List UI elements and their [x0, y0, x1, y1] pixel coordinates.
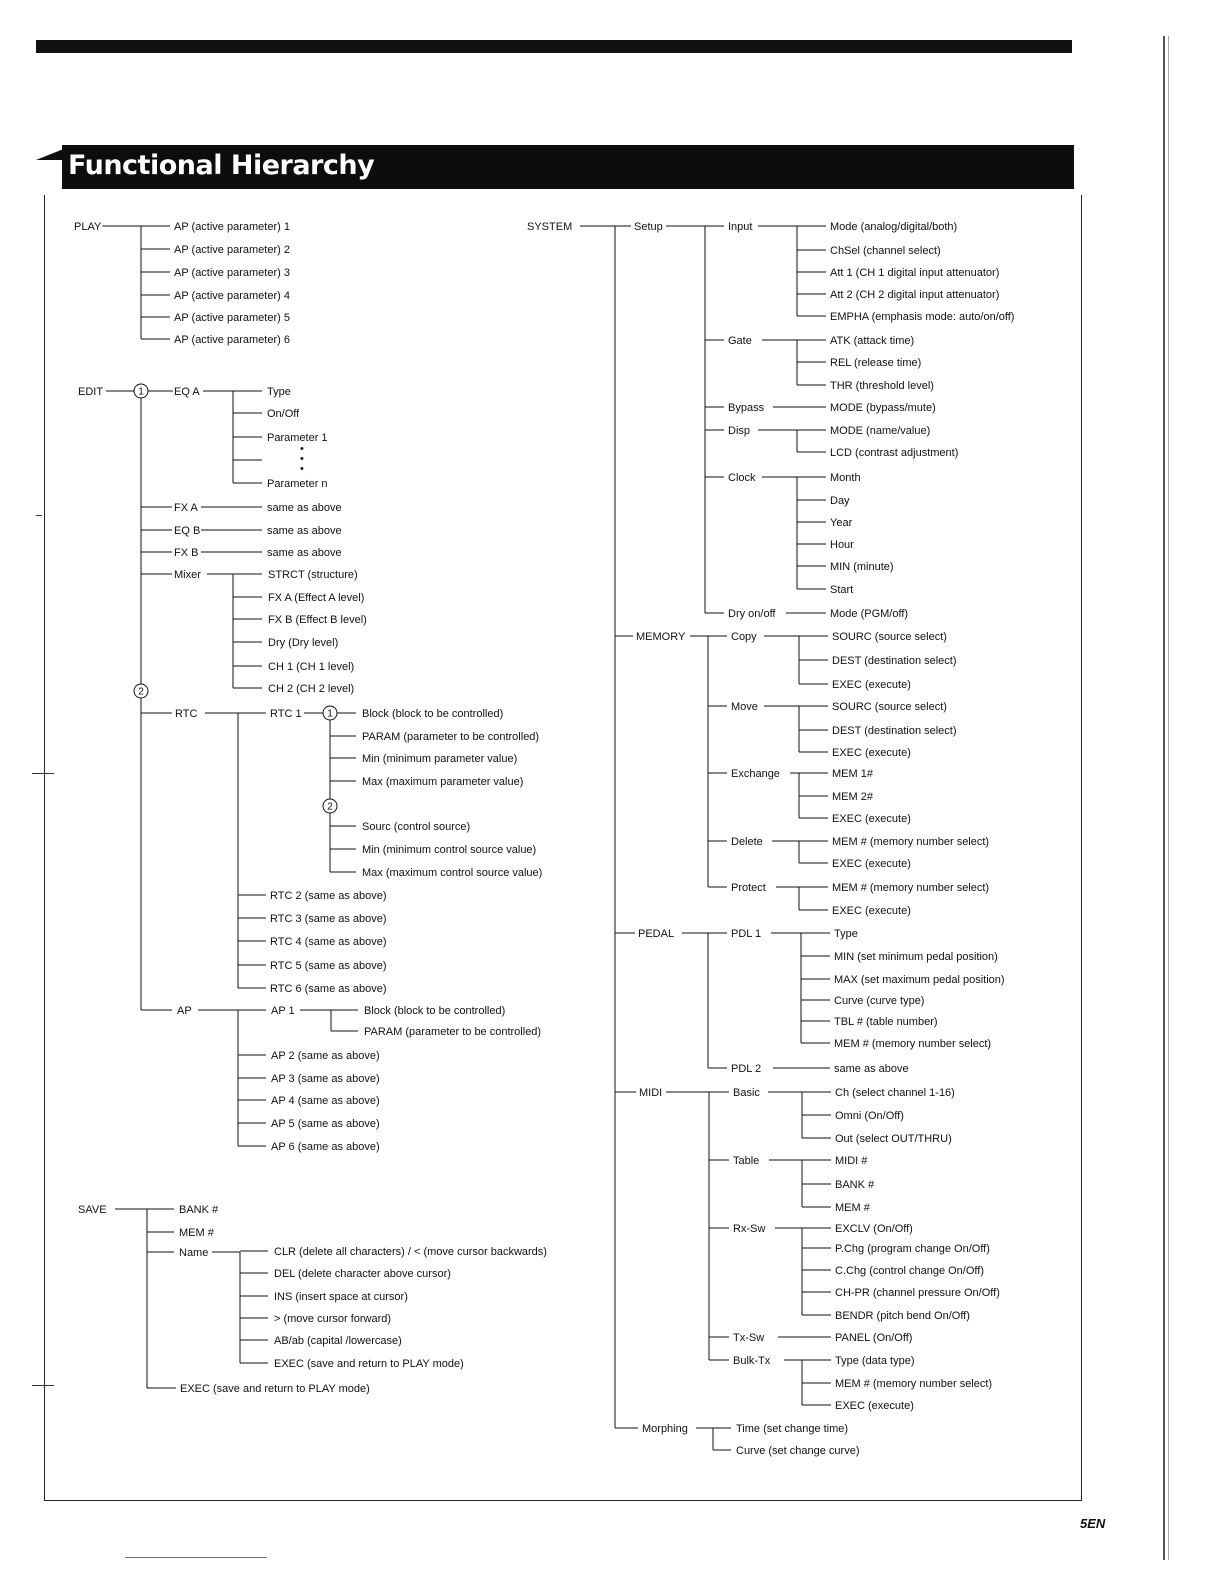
node-label: Min (minimum control source value) — [362, 844, 537, 856]
node-label: Month — [830, 472, 861, 484]
node-label: Clock — [728, 472, 756, 484]
node-label: EQ A — [174, 386, 200, 398]
node-label: Gate — [728, 335, 752, 347]
node-label: DEL (delete character above cursor) — [274, 1268, 451, 1280]
node-label: Dry on/off — [728, 608, 776, 620]
node-label: Ch (select channel 1-16) — [835, 1087, 955, 1099]
node-label: Type (data type) — [835, 1355, 915, 1367]
node-label: Name — [179, 1247, 209, 1259]
node-label: Att 2 (CH 2 digital input attenuator) — [830, 289, 1000, 301]
node-label: same as above — [267, 502, 342, 514]
node-label: MODE (name/value) — [830, 425, 931, 437]
node-label: CH 1 (CH 1 level) — [268, 661, 355, 673]
node-label: PARAM (parameter to be controlled) — [364, 1026, 542, 1038]
node-label: AP (active parameter) 3 — [174, 267, 290, 279]
bottom-link-rule — [125, 1557, 267, 1558]
node-label: AB/ab (capital /lowercase) — [274, 1335, 402, 1347]
node-label: AP 2 (same as above) — [271, 1050, 380, 1062]
node-label: Type — [267, 386, 291, 398]
node-label: RTC — [175, 708, 198, 720]
node-label: same as above — [267, 547, 342, 559]
page-number: 5EN — [1080, 1516, 1106, 1531]
node-label: EXEC (execute) — [835, 1400, 914, 1412]
node-label: EXEC (execute) — [832, 905, 911, 917]
node-label: AP 6 (same as above) — [271, 1141, 380, 1153]
node-label: AP 1 — [271, 1005, 295, 1017]
node-label: C.Chg (control change On/Off) — [835, 1265, 984, 1277]
step-number: 1 — [138, 386, 144, 398]
node-label: BANK # — [179, 1204, 219, 1216]
node-label: RTC 6 (same as above) — [270, 983, 387, 995]
node-label: SAVE — [78, 1204, 107, 1216]
node-label: RTC 4 (same as above) — [270, 936, 387, 948]
node-label: AP 5 (same as above) — [271, 1118, 380, 1130]
node-label: FX B (Effect B level) — [268, 614, 367, 626]
node-label: EXEC (execute) — [832, 747, 911, 759]
node-label: Setup — [634, 221, 663, 233]
node-label: AP (active parameter) 6 — [174, 334, 290, 346]
node-label: MEM 2# — [832, 791, 873, 803]
node-label: ChSel (channel select) — [830, 245, 941, 257]
node-label: EQ B — [174, 525, 201, 537]
step-number: 2 — [327, 801, 333, 813]
node-label: Year — [830, 517, 853, 529]
node-label: EXEC (save and return to PLAY mode) — [274, 1358, 464, 1370]
node-label: MIDI — [639, 1087, 663, 1099]
node-label: PARAM (parameter to be controlled) — [362, 731, 540, 743]
node-label: SOURC (source select) — [832, 631, 947, 643]
node-label: MODE (bypass/mute) — [830, 402, 936, 414]
node-label: Day — [830, 495, 850, 507]
node-label: EMPHA (emphasis mode: auto/on/off) — [830, 311, 1015, 323]
node-label: Bypass — [728, 402, 765, 414]
step-number: 1 — [327, 708, 333, 720]
node-label: PEDAL — [638, 928, 675, 940]
node-label: SYSTEM — [527, 221, 573, 233]
node-label: MEM # (memory number select) — [834, 1038, 992, 1050]
node-label: BANK # — [835, 1179, 875, 1191]
node-label: Disp — [728, 425, 751, 437]
node-label: MEM 1# — [832, 768, 873, 780]
node-label: MEM # (memory number select) — [835, 1378, 993, 1390]
node-label: Att 1 (CH 1 digital input attenuator) — [830, 267, 1000, 279]
node-label: Max (maximum parameter value) — [362, 776, 524, 788]
node-label: AP (active parameter) 4 — [174, 290, 290, 302]
node-label: MIDI # — [835, 1155, 868, 1167]
node-label: MIN (set minimum pedal position) — [834, 951, 998, 963]
node-label: Bulk-Tx — [733, 1355, 771, 1367]
node-label: Time (set change time) — [736, 1423, 849, 1435]
node-label: same as above — [834, 1063, 909, 1075]
node-label: AP 4 (same as above) — [271, 1095, 380, 1107]
node-label: EXCLV (On/Off) — [835, 1223, 913, 1235]
node-label: CH 2 (CH 2 level) — [268, 683, 355, 695]
node-label: BENDR (pitch bend On/Off) — [835, 1310, 970, 1322]
node-label: Out (select OUT/THRU) — [835, 1133, 952, 1145]
node-label: STRCT (structure) — [268, 569, 358, 581]
step-number: 2 — [138, 686, 144, 698]
node-label: Min (minimum parameter value) — [362, 753, 518, 765]
node-label: MEM # (memory number select) — [832, 882, 990, 894]
node-label: RTC 3 (same as above) — [270, 913, 387, 925]
node-label: PLAY — [74, 221, 102, 233]
node-label: AP (active parameter) 1 — [174, 221, 290, 233]
node-label: RTC 1 — [270, 708, 302, 720]
node-label: Delete — [731, 836, 763, 848]
node-label: MEM # (memory number select) — [832, 836, 990, 848]
node-label: Max (maximum control source value) — [362, 867, 543, 879]
node-label: Parameter 1 — [267, 432, 328, 444]
node-label: Block (block to be controlled) — [362, 708, 504, 720]
node-label: EXEC (execute) — [832, 858, 911, 870]
node-label: AP (active parameter) 2 — [174, 244, 290, 256]
node-label: Morphing — [642, 1423, 688, 1435]
node-label: Rx-Sw — [733, 1223, 766, 1235]
node-label: ATK (attack time) — [830, 335, 915, 347]
node-label: EXEC (execute) — [832, 679, 911, 691]
node-label: Exchange — [731, 768, 780, 780]
node-label: Block (block to be controlled) — [364, 1005, 506, 1017]
node-label: PDL 1 — [731, 928, 762, 940]
node-label: > (move cursor forward) — [274, 1313, 392, 1325]
node-label: EXEC (execute) — [832, 813, 911, 825]
node-label: INS (insert space at cursor) — [274, 1291, 408, 1303]
node-label: On/Off — [267, 408, 300, 420]
node-label: MIN (minute) — [830, 561, 894, 573]
node-label: Omni (On/Off) — [835, 1110, 904, 1122]
node-label: MEM # — [835, 1202, 870, 1214]
node-label: Curve (set change curve) — [736, 1445, 860, 1457]
node-label: RTC 2 (same as above) — [270, 890, 387, 902]
node-label: Mode (PGM/off) — [830, 608, 909, 620]
node-label: Tx-Sw — [733, 1332, 765, 1344]
node-label: Type — [834, 928, 858, 940]
node-label: Mode (analog/digital/both) — [830, 221, 958, 233]
node-label: CH-PR (channel pressure On/Off) — [835, 1287, 1000, 1299]
node-label: Table — [733, 1155, 760, 1167]
node-label: EXEC (save and return to PLAY mode) — [180, 1383, 370, 1395]
node-label: same as above — [267, 525, 342, 537]
node-label: Dry (Dry level) — [268, 637, 339, 649]
node-label: Input — [728, 221, 753, 233]
node-label: AP 3 (same as above) — [271, 1073, 380, 1085]
node-label: PANEL (On/Off) — [835, 1332, 913, 1344]
ellipsis-dot: • — [300, 443, 304, 455]
node-label: LCD (contrast adjustment) — [830, 447, 959, 459]
node-label: DEST (destination select) — [832, 725, 957, 737]
node-label: Start — [830, 584, 854, 596]
node-label: RTC 5 (same as above) — [270, 960, 387, 972]
page-title: Functional Hierarchy — [68, 150, 375, 181]
node-label: Parameter n — [267, 478, 328, 490]
node-label: SOURC (source select) — [832, 701, 947, 713]
node-label: EDIT — [78, 386, 104, 398]
ellipsis-dot: • — [300, 463, 304, 475]
node-label: FX B — [174, 547, 199, 559]
node-label: PDL 2 — [731, 1063, 762, 1075]
node-label: Sourc (control source) — [362, 821, 471, 833]
node-label: TBL # (table number) — [834, 1016, 938, 1028]
node-label: MEMORY — [636, 631, 686, 643]
node-label: MAX (set maximum pedal position) — [834, 974, 1005, 986]
node-label: FX A (Effect A level) — [268, 592, 365, 604]
node-label: AP — [177, 1005, 192, 1017]
node-label: THR (threshold level) — [830, 380, 934, 392]
node-label: Mixer — [174, 569, 201, 581]
node-label: Protect — [731, 882, 766, 894]
node-label: Hour — [830, 539, 854, 551]
node-label: REL (release time) — [830, 357, 922, 369]
node-label: Curve (curve type) — [834, 995, 925, 1007]
node-label: Basic — [733, 1087, 760, 1099]
node-label: DEST (destination select) — [832, 655, 957, 667]
node-label: FX A — [174, 502, 198, 514]
node-label: Move — [731, 701, 758, 713]
node-label: MEM # — [179, 1227, 214, 1239]
node-label: Copy — [731, 631, 757, 643]
node-label: P.Chg (program change On/Off) — [835, 1243, 990, 1255]
ellipsis-dot: • — [300, 453, 304, 465]
node-label: CLR (delete all characters) / < (move cursor backwards) — [274, 1246, 547, 1258]
node-label: AP (active parameter) 5 — [174, 312, 290, 324]
